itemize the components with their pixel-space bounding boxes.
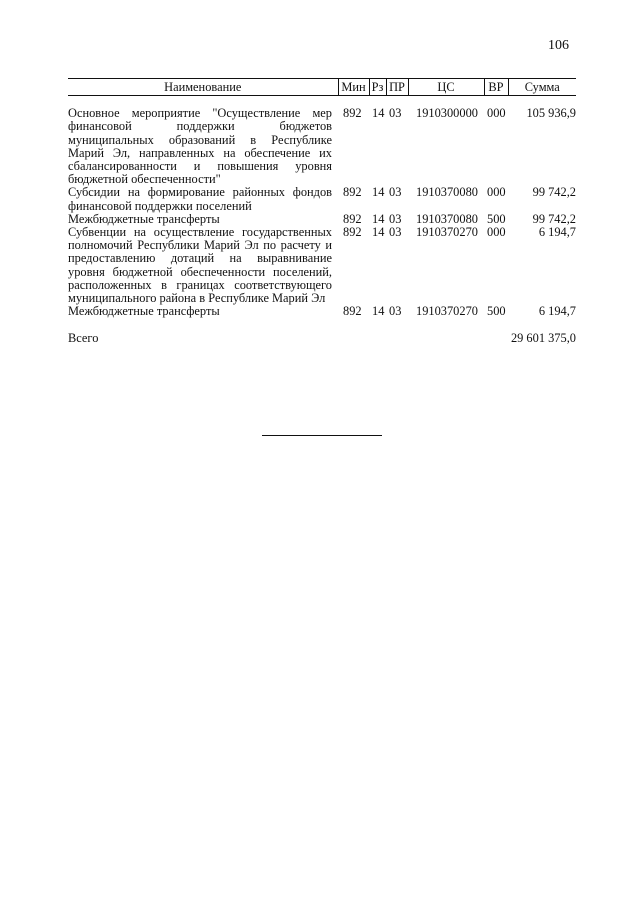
row-rz: 14 bbox=[372, 304, 385, 319]
row-cs: 1910370080 bbox=[416, 185, 478, 200]
row-min: 892 bbox=[343, 225, 362, 240]
row-vr: 000 bbox=[487, 185, 506, 200]
closing-divider bbox=[262, 435, 382, 436]
row-sum: 99 742,2 bbox=[532, 211, 576, 226]
total-row bbox=[68, 318, 576, 345]
column-header-name: Наименование bbox=[68, 79, 338, 96]
column-header-rz: Рз bbox=[369, 79, 386, 96]
table-row bbox=[68, 186, 576, 212]
row-pr: 03 bbox=[389, 211, 402, 226]
row-name: Основное мероприятие "Осуществление мер финансовой поддержки бюджетов муниципальных образований в Республике Марий Эл, направленных на обеспечение их сбалансированности и повышения уровня бюджетной обеспеченности" bbox=[68, 106, 332, 187]
row-pr: 03 bbox=[389, 225, 402, 240]
column-header-sum: Сумма bbox=[508, 79, 576, 96]
table-header-row bbox=[68, 79, 576, 96]
row-rz: 14 bbox=[372, 106, 385, 121]
budget-table bbox=[68, 78, 576, 346]
row-sum: 105 936,9 bbox=[526, 106, 576, 121]
row-name: Субсидии на формирование районных фондов финансовой поддержки поселений bbox=[68, 185, 332, 213]
row-cs: 1910370080 bbox=[416, 211, 478, 226]
total-sum: 29 601 375,0 bbox=[510, 331, 576, 346]
row-vr: 500 bbox=[487, 211, 506, 226]
row-cs: 1910300000 bbox=[416, 106, 478, 121]
row-sum: 99 742,2 bbox=[532, 185, 576, 200]
row-sum: 6 194,7 bbox=[538, 225, 576, 240]
row-rz: 14 bbox=[372, 211, 385, 226]
row-min: 892 bbox=[343, 304, 362, 319]
column-header-vr: ВР bbox=[484, 79, 508, 96]
column-header-min: Мин bbox=[338, 79, 369, 96]
row-cs: 1910370270 bbox=[416, 225, 478, 240]
column-header-pr: ПР bbox=[386, 79, 408, 96]
row-rz: 14 bbox=[372, 225, 385, 240]
row-vr: 500 bbox=[487, 304, 506, 319]
row-pr: 03 bbox=[389, 304, 402, 319]
row-cs: 1910370270 bbox=[416, 304, 478, 319]
row-pr: 03 bbox=[389, 185, 402, 200]
page-number: 106 bbox=[548, 38, 569, 53]
total-label: Всего bbox=[68, 331, 99, 346]
row-vr: 000 bbox=[487, 106, 506, 121]
row-sum: 6 194,7 bbox=[538, 304, 576, 319]
column-header-cs: ЦС bbox=[408, 79, 484, 96]
table-row bbox=[68, 226, 576, 305]
row-min: 892 bbox=[343, 185, 362, 200]
table-row bbox=[68, 96, 576, 187]
row-name: Межбюджетные трансферты bbox=[68, 211, 220, 226]
row-name: Субвенции на осуществление государственных полномочий Республики Марий Эл по расчету и предоставлению дотаций на выравнивание уровня бюджетной обеспеченности поселений, расположенных в границах соответствующего муниципального района в Республике Марий Эл bbox=[68, 225, 332, 306]
table-row bbox=[68, 305, 576, 318]
row-min: 892 bbox=[343, 106, 362, 121]
row-min: 892 bbox=[343, 211, 362, 226]
row-name: Межбюджетные трансферты bbox=[68, 304, 220, 319]
row-pr: 03 bbox=[389, 106, 402, 121]
row-vr: 000 bbox=[487, 225, 506, 240]
row-rz: 14 bbox=[372, 185, 385, 200]
